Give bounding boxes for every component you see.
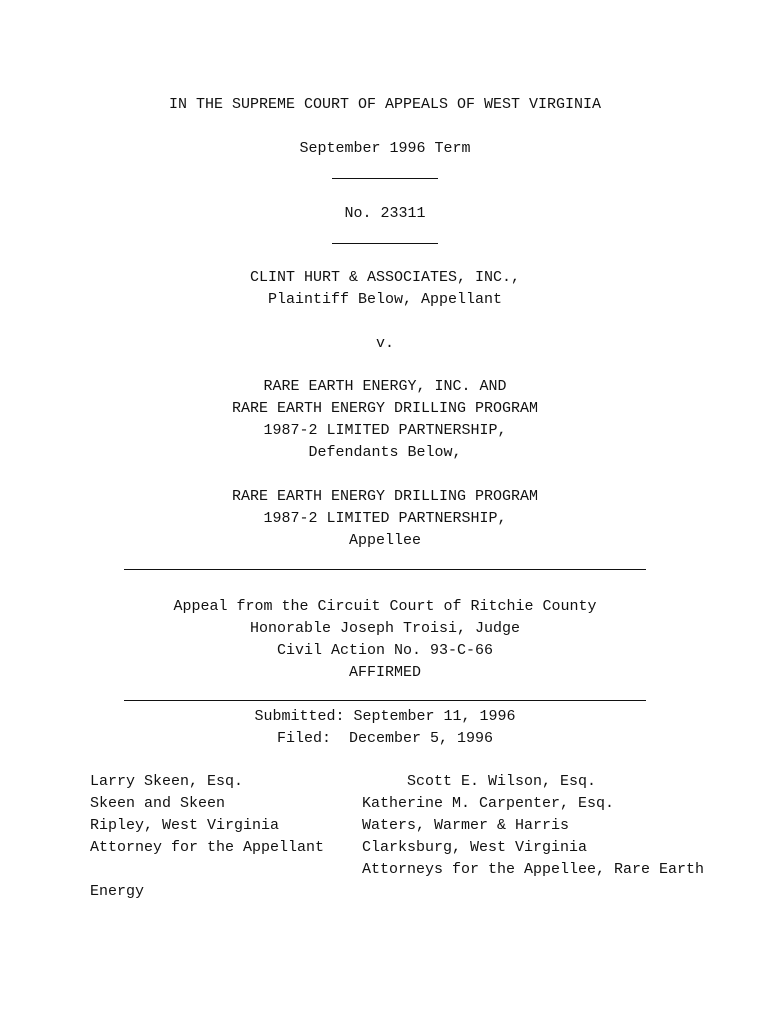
defendant-line: RARE EARTH ENERGY DRILLING PROGRAM	[231, 400, 539, 417]
versus: v.	[375, 335, 394, 352]
section-divider	[124, 700, 646, 701]
defendant-line: 1987-2 LIMITED PARTNERSHIP,	[263, 422, 507, 439]
appeal-line: Honorable Joseph Troisi, Judge	[249, 620, 521, 637]
appeal-disposition: AFFIRMED	[348, 664, 421, 681]
appellee-line: Appellee	[348, 532, 421, 549]
appellee-line: 1987-2 LIMITED PARTNERSHIP,	[263, 510, 507, 527]
appellee-counsel-line: Scott E. Wilson, Esq.	[407, 773, 597, 790]
court-title: IN THE SUPREME COURT OF APPEALS OF WEST VIRGINIA	[168, 96, 602, 113]
appellant-counsel-line: Attorney for the Appellant	[90, 839, 325, 856]
filed-date: Filed: December 5, 1996	[276, 730, 494, 747]
appellee-counsel-line: Attorneys for the Appellee, Rare Earth	[362, 861, 705, 878]
appellee-counsel-line: Clarksburg, West Virginia	[362, 839, 588, 856]
plaintiff-name: CLINT HURT & ASSOCIATES, INC.,	[249, 269, 521, 286]
term-divider	[332, 178, 438, 179]
case-number: No. 23311	[344, 205, 426, 222]
appellee-counsel-continuation: Energy	[90, 883, 145, 900]
term: September 1996 Term	[299, 140, 471, 157]
appellant-counsel-line: Larry Skeen, Esq.	[90, 773, 244, 790]
section-divider	[124, 569, 646, 570]
appellee-counsel-line: Katherine M. Carpenter, Esq.	[362, 795, 615, 812]
defendant-line: RARE EARTH ENERGY, INC. AND	[263, 378, 507, 395]
appellant-counsel-line: Ripley, West Virginia	[90, 817, 280, 834]
submitted-date: Submitted: September 11, 1996	[254, 708, 516, 725]
plaintiff-role: Plaintiff Below, Appellant	[267, 291, 503, 308]
appeal-line: Civil Action No. 93-C-66	[276, 642, 494, 659]
case-number-divider	[332, 243, 438, 244]
appellee-counsel-line: Waters, Warmer & Harris	[362, 817, 570, 834]
defendant-line: Defendants Below,	[308, 444, 462, 461]
appeal-line: Appeal from the Circuit Court of Ritchie County	[173, 598, 597, 615]
appellee-line: RARE EARTH ENERGY DRILLING PROGRAM	[231, 488, 539, 505]
appellant-counsel-line: Skeen and Skeen	[90, 795, 226, 812]
